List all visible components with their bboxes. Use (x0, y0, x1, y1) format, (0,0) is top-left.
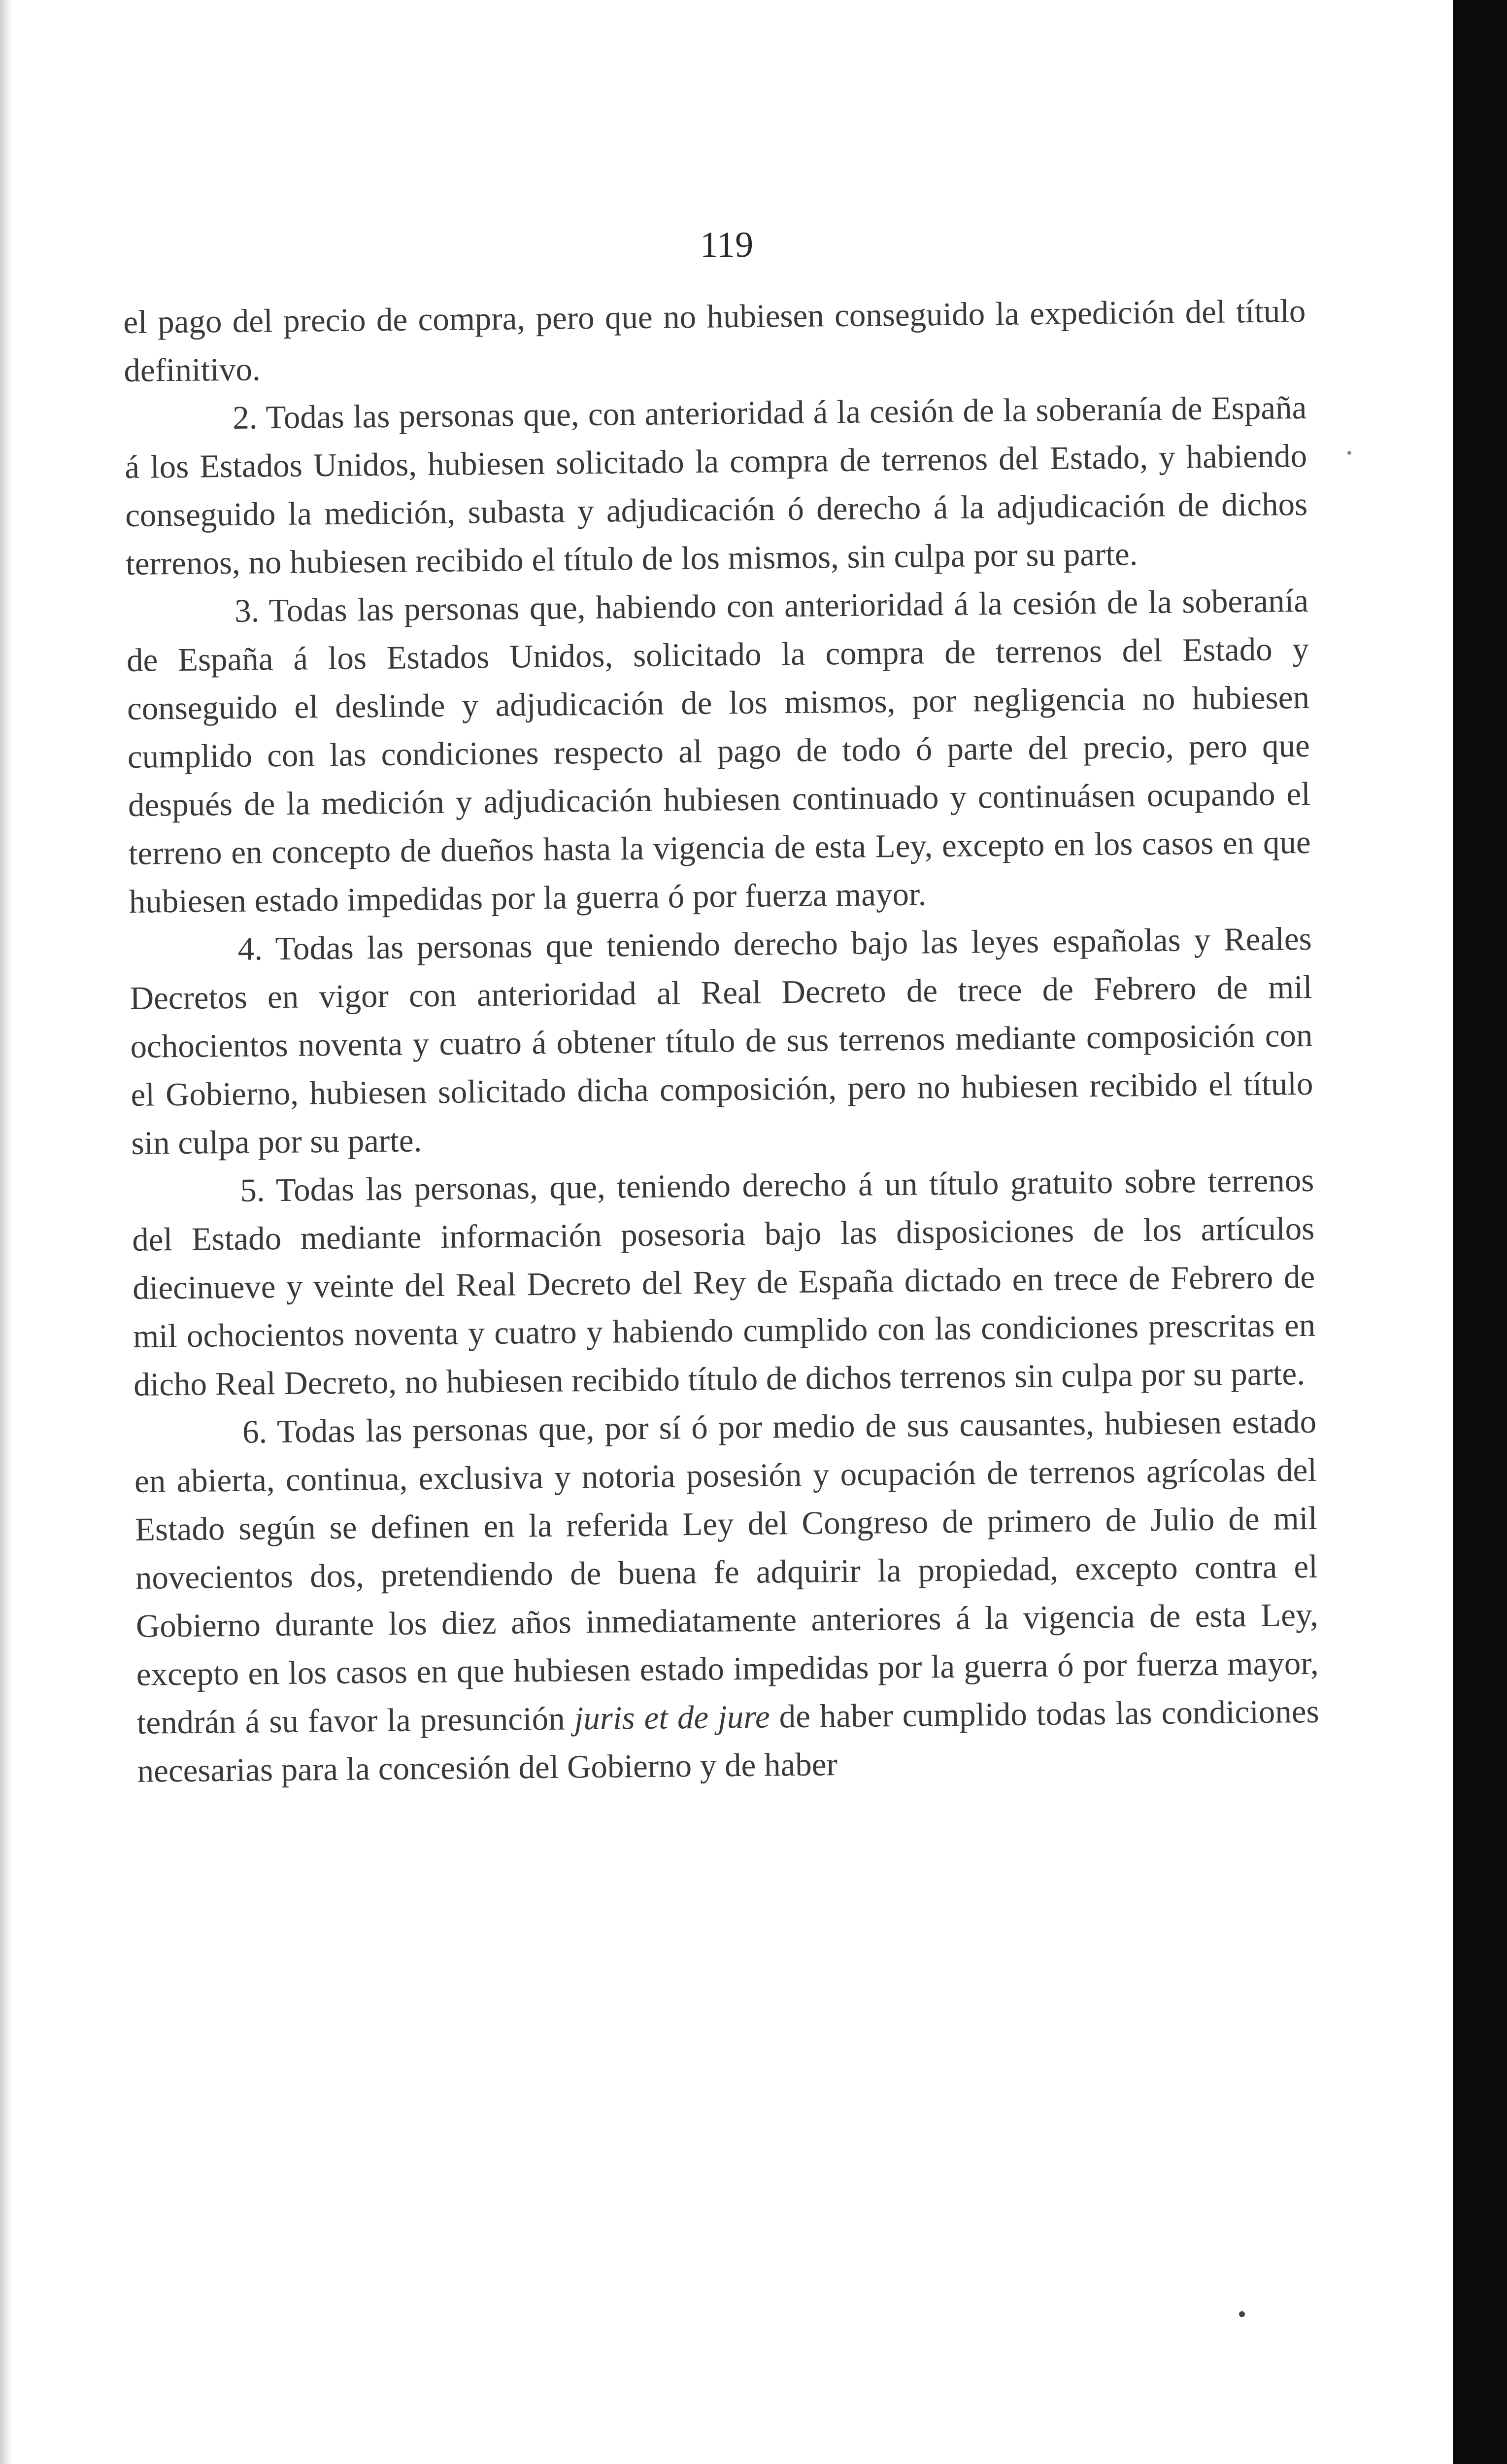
latin-phrase: juris et de jure (574, 1698, 770, 1737)
scan-speck (1239, 2311, 1245, 2317)
scan-right-border (1453, 0, 1507, 2464)
paragraph-item-4: 4. Todas las personas que teniendo derecho bajo las leyes españolas y Reales Decretos en vigor con anterioridad al Real Decreto de trece de Febrero de mil ochocientos noventa y cuatro á obtener título de sus terrenos mediante composición con el Gobierno, hubiesen solicitado dicha composición, pero no hubiesen recibido el título sin culpa por su parte. (130, 920, 1313, 1162)
scan-left-shadow (0, 0, 12, 2464)
page-number: 119 (700, 225, 754, 265)
body-text (123, 287, 1320, 1795)
paragraph-6-text: 6. Todas las personas que, por sí ó por medio de sus causantes, hubiesen estado en abierta, continua, exclusiva y notoria posesión y ocupación de terrenos agrícolas del Estado según se definen en la referida Ley del Congreso de primero de Julio de mil novecientos dos, pretendiendo de buena fe adquirir la propiedad, excepto contra el Gobierno durante los diez años inmediatamente anteriores á la vigencia de esta Ley, excepto en los casos en que hubiesen estado impedidas por la guerra ó por fuerza mayor, tendrán á su favor la presunción (134, 1403, 1319, 1741)
paragraph-6-text-end: de haber cumplido todas las condiciones necesarias para la concesión del Gobierno y de haber (137, 1693, 1319, 1789)
paragraph-item-6 (134, 1398, 1320, 1795)
paragraph-continuation: el pago del precio de compra, pero que no hubiesen conseguido la expedición del título definitivo. (123, 292, 1306, 389)
paragraph-item-2: 2. Todas las personas que, con anterioridad á la cesión de la soberanía de España á los Estados Unidos, hubiesen solicitado la compra de terrenos del Estado, y habiendo conseguido la medición, subasta y adjudicación ó derecho á la adjudicación de dichos terrenos, no hubiesen recibido el título de los mismos, sin culpa por su parte. (124, 389, 1308, 582)
paragraph-item-3: 3. Todas las personas que, habiendo con anterioridad á la cesión de la soberanía de España á los Estados Unidos, solicitado la compra de terrenos del Estado y conseguido el deslinde y adjudicación de los mismos, por negligencia no hubiesen cumplido con las condiciones respecto al pago de todo ó parte del precio, pero que después de la medición y adjudicación hubiesen continuado y continuásen ocupando el terreno en concepto de dueños hasta la vigencia de esta Ley, excepto en los casos en que hubiesen estado impedidas por la guerra ó por fuerza mayor. (126, 582, 1311, 920)
paragraph-item-5: 5. Todas las personas, que, teniendo derecho á un título gratuito sobre terrenos del Estado mediante información posesoria bajo las disposiciones de los artículos diecinueve y veinte del Real Decreto del Rey de España dictado en trece de Febrero de mil ochocientos noventa y cuatro y habiendo cumplido con las condiciones prescritas en dicho Real Decreto, no hubiesen recibido título de dichos terrenos sin culpa por su parte. (132, 1162, 1316, 1403)
scan-speck (1347, 451, 1351, 455)
